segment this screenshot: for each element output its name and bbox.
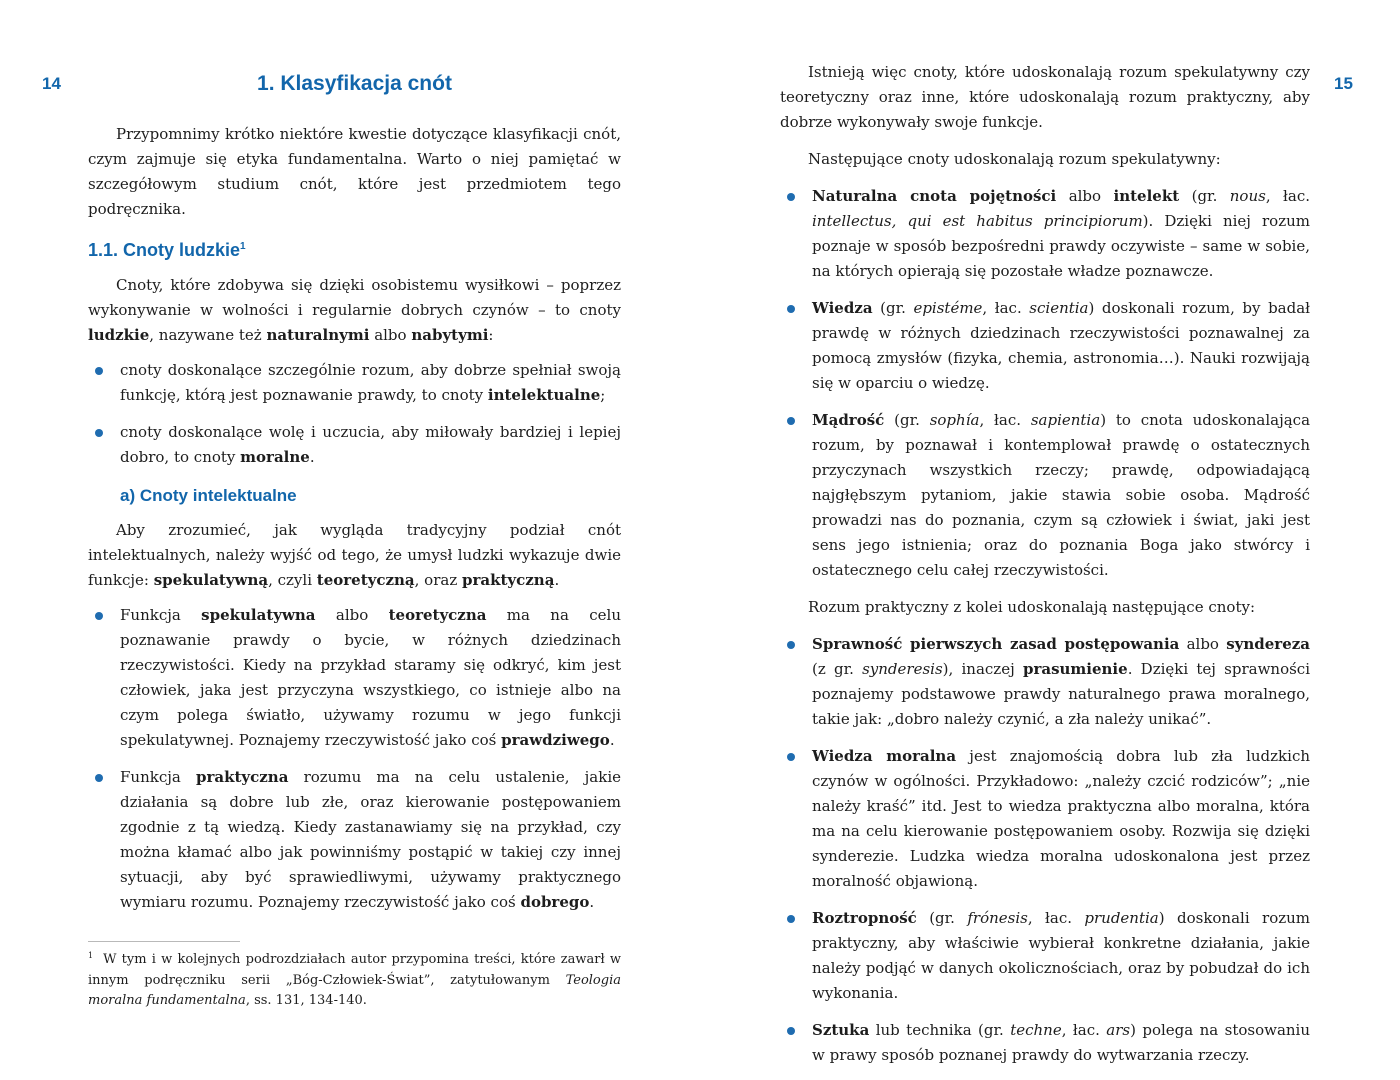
list-item-text: Funkcja praktyczna rozumu ma na celu ustalenie, jakie działania są dobre lub złe, oraz kierowanie postępowaniem zgodnie z tą wiedzą. Kiedy zastanawiamy się na przykład, czy można kłamać albo jak powinniśmy postąpić w takiej czy innej sytuacji, aby być sprawiedliwymi, używamy praktycznego wymiaru rozumu. Poznajemy rzeczywistość jako coś dobrego. xyxy=(120,768,621,911)
page-left xyxy=(88,0,621,1012)
page-number-right: 15 xyxy=(1334,74,1353,93)
list-item-text: Wiedza (gr. epistéme, łac. scientia) doskonali rozum, by badał prawdę w różnych dziedzinach rzeczywistości poznawalnej za pomocą zmysłów (fizyka, chemia, astronomia…). Nauki rozwijają się w oparciu o wiedzę. xyxy=(812,299,1311,392)
list-item xyxy=(88,358,621,408)
bullet-list-practical-virtues xyxy=(780,632,1310,1068)
list-item xyxy=(780,1018,1310,1068)
list-item-text: Funkcja spekulatywna albo teoretyczna ma na celu poznawanie prawdy o bycie, w różnych dziedzinach rzeczywistości. Kiedy na przykład staramy się odkryć, kim jest człowiek, jaka jest przyczyna wszystkiego, co istnieje albo na czym polega światło, używamy rozumu w jego funkcji spekulatywnej. Poznajemy rzeczywistość jako coś prawdziwego. xyxy=(120,606,621,749)
list-item xyxy=(780,632,1310,732)
list-item-text: cnoty doskonalące szczególnie rozum, aby dobrze spełniał swoją funkcję, którą jest poznawanie prawdy, to cnoty intelektualne; xyxy=(120,361,621,404)
bullet-icon xyxy=(95,612,103,620)
page-right xyxy=(780,0,1310,1080)
bullet-icon xyxy=(787,417,795,425)
list-item xyxy=(780,408,1310,583)
page-number-left: 14 xyxy=(42,74,61,93)
paragraph-cnoty: Cnoty, które zdobywa się dzięki osobistemu wysiłkowi – poprzez wykonywanie w wolności i regularnie dobrych czynów – to cnoty ludzkie, nazywane też naturalnymi albo nabytymi: xyxy=(88,276,621,344)
paragraph-aby: Aby zrozumieć, jak wygląda tradycyjny podział cnót intelektualnych, należy wyjść od tego, że umysł ludzki wykazuje dwie funkcje: spekulatywną, czyli teoretyczną, oraz praktyczną. xyxy=(88,521,621,589)
paragraph-intro: Przypomnimy krótko niektóre kwestie dotyczące klasyfikacji cnót, czym zajmuje się etyka fundamentalna. Warto o niej pamiętać w szczegółowym studium cnót, które jest przedmiotem tego podręcznika. xyxy=(88,125,621,218)
list-item xyxy=(88,603,621,753)
bullet-icon xyxy=(787,641,795,649)
footnote xyxy=(88,941,621,1012)
bullet-list-virtue-kinds xyxy=(88,358,621,470)
list-item-text: Naturalna cnota pojętności albo intelekt (gr. nous, łac. intellectus, qui est habitus principiorum). Dzięki niej rozum poznaje w sposób bezpośredni prawdy oczywiste – same w sobie, na których opierają się pozostałe władze poznawcze. xyxy=(812,187,1311,280)
bullet-icon xyxy=(787,305,795,313)
list-item-text: Roztropność (gr. frónesis, łac. prudentia) doskonali rozum praktyczny, aby właściwie wybierał konkretne działania, jakie należy podjąć w danych okolicznościach, oraz by pobudzał do ich wykonania. xyxy=(812,909,1311,1002)
list-item xyxy=(780,906,1310,1006)
chapter-title: 1. Klasyfikacja cnót xyxy=(257,72,452,95)
footnote-rule xyxy=(88,941,240,942)
list-item-text: Sztuka lub technika (gr. techne, łac. ars) polega na stosowaniu w prawy sposób poznanej prawdy do wytwarzania rzeczy. xyxy=(812,1021,1311,1064)
list-item xyxy=(88,765,621,915)
paragraph-rozum: Rozum praktyczny z kolei udoskonalają następujące cnoty: xyxy=(808,598,1255,616)
paragraph-nastepujace: Następujące cnoty udoskonalają rozum spekulatywny: xyxy=(808,150,1221,168)
section-heading-1-1 xyxy=(88,240,621,261)
bullet-icon xyxy=(95,774,103,782)
bullet-list-functions xyxy=(88,603,621,915)
bullet-icon xyxy=(787,915,795,923)
subsection-heading-a: a) Cnoty intelektualne xyxy=(120,486,297,505)
bullet-icon xyxy=(95,429,103,437)
section-heading-text: 1.1. Cnoty ludzkie xyxy=(88,240,241,260)
list-item-text: Wiedza moralna jest znajomością dobra lub zła ludzkich czynów w ogólności. Przykładowo: „należy czcić rodziców”; „nie należy kraść” itd. Jest to wiedza praktyczna albo moralna, która ma na celu kierowanie postępowaniem osoby. Rozwija się dzięki synderezie. Ludzka wiedza moralna udoskonalona jest przez moralność objawioną. xyxy=(812,747,1311,890)
footnote-marker: 1 xyxy=(240,241,246,252)
list-item-text: Sprawność pierwszych zasad postępowania albo syndereza (z gr. synderesis), inaczej prasumienie. Dzięki tej sprawności poznajemy podstawowe prawdy naturalnego prawa moralnego, takie jak: „dobro należy czynić, a zła należy unikać”. xyxy=(812,635,1310,728)
list-item-text: cnoty doskonalące wolę i uczucia, aby miłowały bardziej i lepiej dobro, to cnoty moralne. xyxy=(120,423,621,466)
bullet-icon xyxy=(787,1027,795,1035)
bullet-icon xyxy=(95,367,103,375)
list-item-text: Mądrość (gr. sophía, łac. sapientia) to cnota udoskonalająca rozum, by poznawał i kontemplował prawdę o ostatecznych przyczynach wszystkich rzeczy; prawdę, odpowiadającą najgłębszym pytaniom, jakie stawia sobie osoba. Mądrość prowadzi nas do poznania, czym są człowiek i świat, jaki jest sens jego istnienia; oraz do poznania Boga jako stwórcy i ostatecznego celu całej rzeczywistości. xyxy=(812,411,1311,579)
bullet-icon xyxy=(787,193,795,201)
list-item xyxy=(780,744,1310,894)
list-item xyxy=(88,420,621,470)
bullet-list-speculative-virtues xyxy=(780,184,1310,583)
footnote-text: $^1$ W tym i w kolejnych podrozdziałach autor przypomina treści, które zawarł w innym podręczniku serii „Bóg-Człowiek-Świat”, zatytułowanym Teologia moralna fundamentalna, ss. 131, 134-140. xyxy=(88,950,621,1008)
bullet-icon xyxy=(787,753,795,761)
list-item xyxy=(780,296,1310,396)
list-item xyxy=(780,184,1310,284)
paragraph-istnieja: Istnieją więc cnoty, które udoskonalają rozum spekulatywny czy teoretyczny oraz inne, które udoskonalają rozum praktyczny, aby dobrze wykonywały swoje funkcje. xyxy=(780,63,1310,131)
